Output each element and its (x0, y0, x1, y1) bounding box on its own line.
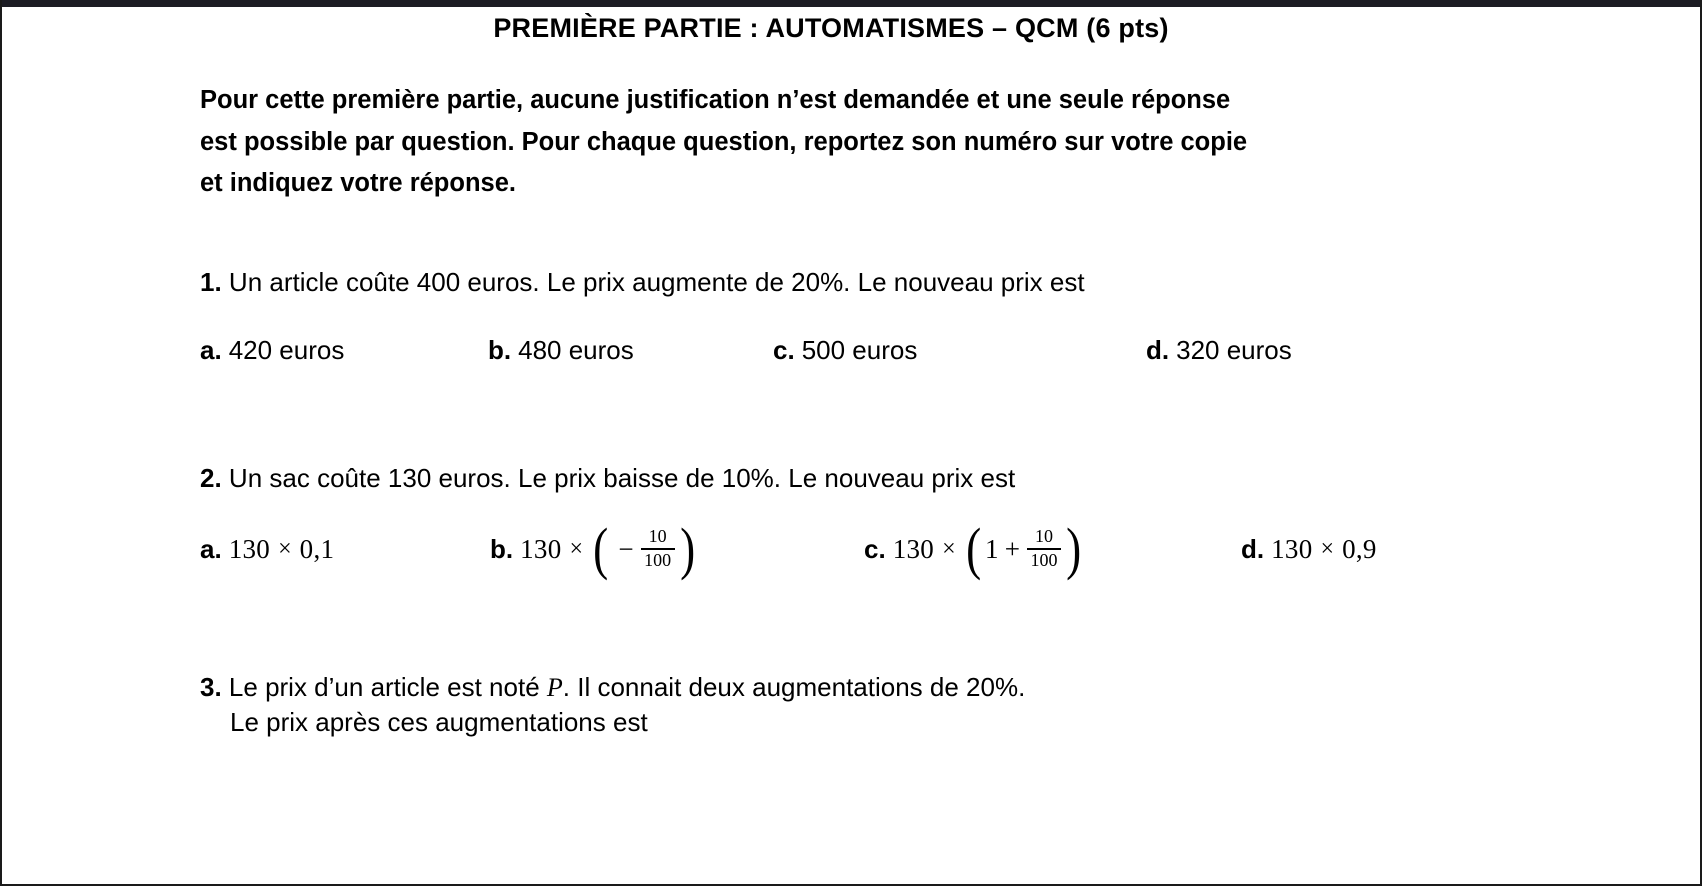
option-2a[interactable] (200, 534, 490, 565)
question-3-text-after-variable: . Il connait deux augmentations de 20%. (562, 671, 1026, 702)
instructions-line-1: Pour cette première partie, aucune justification n’est demandée et une seule réponse (200, 86, 1231, 115)
option-2a-factor: 0,1 (299, 533, 335, 564)
question-1 (2, 266, 1700, 299)
question-1-options (2, 335, 1700, 366)
question-2 (2, 462, 1700, 495)
option-2b-key: b. (490, 533, 514, 564)
option-2a-base: 130 (228, 533, 271, 564)
option-1c[interactable] (773, 335, 1146, 366)
option-2b[interactable] (490, 516, 864, 582)
option-2b-expression (520, 516, 697, 582)
option-1c-value: 500 euros (801, 334, 918, 365)
option-2a-expression (229, 534, 335, 565)
option-1b[interactable] (488, 335, 773, 366)
instructions-line-3: et indiquez votre réponse. (200, 168, 516, 197)
instructions-paragraph (2, 80, 1700, 204)
question-2-options (2, 516, 1700, 582)
instructions-line-2: est possible par question. Pour chaque question, reportez son numéro sur votre copie (200, 127, 1248, 156)
option-1d-value: 320 euros (1176, 334, 1292, 365)
option-1a-value: 420 euros (228, 334, 345, 365)
question-2-number: 2. (200, 462, 222, 493)
left-parenthesis-icon: ( (965, 516, 981, 582)
option-2b-sign: − (618, 533, 634, 564)
question-3-variable: P (546, 672, 563, 702)
right-parenthesis-icon: ) (1066, 516, 1082, 582)
option-2c-numerator: 10 (1035, 526, 1054, 547)
document-content (2, 7, 1700, 879)
option-2a-key: a. (200, 533, 222, 564)
option-2b-denominator: 100 (644, 550, 672, 571)
option-2b-numerator: 10 (648, 526, 667, 547)
multiplication-sign-icon: × (278, 535, 292, 562)
question-3-text-before-variable: Le prix d’un article est noté (228, 671, 547, 702)
option-2d[interactable] (1241, 534, 1377, 565)
question-1-text: Un article coûte 400 euros. Le prix augmente de 20%. Le nouveau prix est (228, 267, 1085, 298)
option-2d-factor: 0,9 (1342, 533, 1377, 564)
multiplication-sign-icon: × (1320, 535, 1335, 562)
option-1a-key: a. (200, 334, 222, 365)
option-2d-expression (1271, 534, 1377, 565)
option-2d-base: 130 (1271, 533, 1313, 564)
question-1-number: 1. (200, 267, 222, 298)
option-1b-key: b. (488, 334, 512, 365)
option-2b-base: 130 (520, 533, 562, 564)
multiplication-sign-icon: × (942, 535, 956, 562)
option-2c-key: c. (864, 533, 886, 564)
option-2c-base: 130 (892, 533, 935, 564)
option-2b-fraction (641, 527, 675, 570)
option-1a[interactable] (200, 335, 488, 366)
option-1d-key: d. (1146, 334, 1170, 365)
option-2c-denominator: 100 (1030, 550, 1058, 571)
option-2c[interactable] (864, 516, 1241, 582)
page-title: PREMIÈRE PARTIE : AUTOMATISMES – QCM (6 pts) (493, 13, 1169, 43)
option-2c-one: 1 (984, 533, 999, 564)
question-3-number: 3. (200, 671, 222, 702)
page-top-band (2, 0, 1702, 7)
option-1c-key: c. (773, 334, 795, 365)
option-2c-expression (892, 516, 1084, 582)
option-2c-sign: + (1004, 533, 1021, 564)
right-parenthesis-icon: ) (679, 516, 695, 582)
option-2d-key: d. (1241, 533, 1265, 564)
option-1d[interactable] (1146, 335, 1292, 366)
option-1b-value: 480 euros (518, 334, 634, 365)
question-3-continuation: Le prix après ces augmentations est (230, 707, 648, 738)
multiplication-sign-icon: × (569, 535, 584, 562)
left-parenthesis-icon: ( (593, 516, 609, 582)
option-2c-fraction (1027, 527, 1061, 570)
question-2-text: Un sac coûte 130 euros. Le prix baisse de 10%. Le nouveau prix est (228, 462, 1016, 493)
question-3 (2, 671, 1700, 705)
